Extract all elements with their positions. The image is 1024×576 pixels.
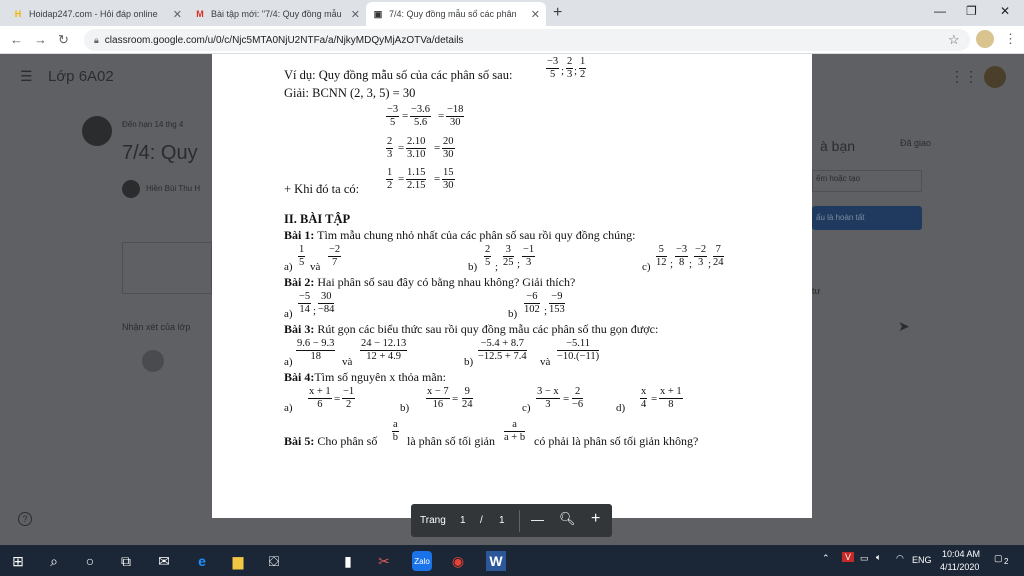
separator: ; [670,258,674,270]
taskbar [0,545,1024,576]
item-label: a) [284,402,293,414]
equals: = [651,393,658,405]
fraction: a b [392,419,398,443]
back-icon[interactable]: ← [10,32,23,47]
address-bar [0,26,1024,54]
reload-icon[interactable]: ↻ [58,32,69,47]
private-comment-label: tư [812,286,821,296]
fraction: −5.11 −10.(−11) [557,338,600,362]
fraction: −3 8 [676,244,688,268]
item-label: a) [284,356,293,368]
edge-icon[interactable]: e [198,553,206,569]
classroom-favicon-icon: ▣ [373,8,383,19]
new-tab-icon[interactable]: + [553,4,563,21]
magnifier-icon: 🔍︎ [559,511,576,526]
tab-title: Bài tập mới: "7/4: Quy đồng mẫu [211,9,342,19]
restore-icon[interactable]: ❐ [966,4,977,18]
language-indicator[interactable]: ENG [912,555,932,565]
chrome-icon[interactable]: ◉ [451,552,465,569]
exercise-4: Bài 4:Tìm số nguyên x thỏa mãn: [284,370,446,384]
exercise-1: Bài 1: Tìm mẫu chung nhỏ nhất của các phân số sau rồi quy đồng chúng: [284,228,636,242]
fraction: x + 1 6 [309,386,331,410]
apps-grid-icon[interactable]: ⋮⋮ [950,68,978,84]
avatar[interactable] [984,66,1006,88]
page-total: 1 [499,515,505,526]
equals: = [398,142,405,154]
fraction: 15 30 [443,167,454,191]
and-text: và [310,261,321,273]
page-toolbar [411,504,612,537]
minimize-icon[interactable]: — [934,4,946,18]
fraction: −5 14 [299,291,311,315]
file-explorer-icon[interactable]: ▆ [232,552,244,569]
fraction: −18 30 [447,104,464,128]
fraction: 1 2 [580,56,586,80]
url-input[interactable] [84,29,970,51]
windows-start-icon[interactable]: ⊞ [12,552,24,569]
equals: = [438,110,445,122]
fraction: −3 5 [387,104,399,128]
cortana-icon[interactable]: ○ [85,553,95,569]
attachment-card[interactable] [122,242,212,294]
and-text: và [540,356,551,368]
network-icon[interactable]: ◠ [896,553,904,563]
item-label: b) [464,356,474,368]
solution-line: Giải: BCNN (2, 3, 5) = 30 [284,86,416,100]
exercise-2: Bài 2: Hai phân số sau đây có bằng nhau không? Giải thích? [284,275,576,289]
fraction: 2 5 [485,244,491,268]
zoom-out-icon[interactable]: — [531,512,544,527]
tab-title: 7/4: Quy đồng mẫu số các phân [389,9,517,19]
fraction: 9 24 [462,386,473,410]
fraction: 2.10 3.10 [407,136,426,160]
item-label: b) [508,308,518,320]
close-icon[interactable]: ✕ [350,8,360,21]
word-icon[interactable]: W [486,551,506,571]
fraction: 3 − x 3 [537,386,559,410]
equals: = [434,173,441,185]
fraction: 7 24 [713,244,724,268]
document-page [212,54,812,518]
separator: ; [544,305,548,317]
tray-chevron-icon[interactable]: ⌃ [822,553,830,563]
assignment-icon [82,116,112,146]
example-line: Ví dụ: Quy đồng mẫu số của các phân số sau: [284,68,513,82]
lock-icon: 🔒︎ [94,34,99,45]
bookmark-star-icon[interactable]: ☆ [948,32,960,47]
fraction: 2 −6 [572,386,584,410]
due-date: Đến hạn 14 thg 4 [122,120,184,129]
item-label: b) [468,261,478,273]
send-icon[interactable]: ➤ [898,318,910,334]
clock-date[interactable]: 4/11/2020 [940,562,980,572]
status-badge: Đã giao [900,138,932,148]
item-label: a) [284,261,293,273]
gmail-favicon-icon: M [196,9,204,19]
separator: ; [574,65,578,77]
fraction: 1 5 [299,244,305,268]
separator: ; [313,305,317,317]
fraction: 3 25 [503,244,514,268]
task-view-icon[interactable]: ⧉ [121,552,131,569]
commenter-avatar [142,350,164,372]
fraction: −9 153 [549,291,565,315]
page-label: Trang [420,515,446,526]
item-label: d) [616,402,626,414]
fraction: −1 3 [523,244,535,268]
snipping-tool-icon[interactable]: ✂ [378,552,390,569]
equals: = [563,393,570,405]
add-or-create-label: ếm hoặc tạo [816,174,861,183]
page-number-input[interactable]: 1 [460,515,466,526]
hamburger-icon[interactable]: ☰ [20,68,33,84]
separator: ; [561,65,565,77]
and-text: và [342,356,353,368]
item-label: c) [642,261,651,273]
url-text: classroom.google.com/u/0/c/Njc5MTA0NjU2NTFa/a/NjkyMDQyMjAzOTVa/details [104,34,464,46]
fraction: −2 7 [329,244,341,268]
close-icon[interactable]: ✕ [172,8,182,21]
tab-title: Hoidap247.com - Hỏi đáp online [29,9,158,19]
help-icon[interactable]: ? [18,512,32,526]
antivirus-icon[interactable]: V [842,552,854,562]
exercise-5-end: có phải là phân số tối giản không? [534,434,699,448]
exercise-3: Bài 3: Rút gọn các biểu thức sau rồi quy đồng mẫu các phân số thu gọn được: [284,322,659,336]
fraction: −3 5 [547,56,559,80]
separator: ; [517,258,521,270]
forward-icon[interactable]: → [34,32,47,47]
class-name: Lớp 6A02 [48,68,114,85]
tab-hoidap247[interactable] [6,2,188,26]
separator: ; [708,258,712,270]
fraction: x − 7 16 [427,386,449,410]
fraction: x 4 [641,386,647,410]
author-avatar [122,180,140,198]
fraction: −3.6 5.6 [411,104,431,128]
then-we-have: + Khi đó ta có: [284,182,360,196]
mark-as-done-label: ấu là hoàn tất [816,213,865,222]
window-close-icon[interactable]: ✕ [1000,4,1011,18]
profile-avatar[interactable] [976,30,994,48]
fraction: 1 2 [387,167,393,191]
notification-icon[interactable]: ▢ [994,553,1003,563]
fraction: 24 − 12.13 12 + 4.9 [361,338,407,362]
fraction: −1 2 [343,386,355,410]
separator: ; [689,258,693,270]
fraction: −5.4 + 8.7 −12.5 + 7.4 [478,338,527,362]
fraction: 5 12 [656,244,667,268]
fraction: a a + b [504,419,526,443]
equals: = [334,393,341,405]
equals: = [434,142,441,154]
divider [519,510,520,532]
fraction: 20 30 [443,136,454,160]
page-separator: / [480,515,483,526]
zoom-in-icon[interactable]: + [591,510,601,527]
your-work-title: à bạn [820,138,856,154]
item-label: b) [400,402,410,414]
separator: ; [495,261,499,273]
battery-icon[interactable]: ▭ [860,553,869,563]
fraction: 2 3 [387,136,393,160]
volume-icon[interactable]: 🔈︎ [876,552,882,562]
author-name: Hiền Bùi Thu H [146,184,201,193]
assignment-title: 7/4: Quy [122,142,198,164]
store-icon[interactable]: ⛋ [268,552,280,569]
fraction: 1.15 2.15 [407,167,426,191]
item-label: a) [284,308,293,320]
clock-time[interactable]: 10:04 AM [942,549,981,559]
fraction: 2 3 [567,56,573,80]
hoidap-favicon-icon: H [14,9,22,19]
tab-classroom[interactable] [366,2,546,26]
zalo-icon[interactable]: Zalo [412,551,432,571]
tab-bar [0,0,1024,26]
class-comments-label: Nhận xét của lớp [122,322,191,332]
fraction: 9.6 − 9.3 18 [297,338,335,362]
mail-icon[interactable]: ✉ [158,552,170,569]
equals: = [452,393,459,405]
equals: = [402,110,409,122]
item-label: c) [522,402,531,414]
search-icon[interactable]: ⌕ [50,552,58,569]
notification-count: 2 [1004,557,1009,566]
close-icon[interactable]: ✕ [530,8,540,21]
fraction: −2 3 [695,244,707,268]
fraction: 30 −84 [318,291,335,315]
equals: = [398,173,405,185]
menu-icon[interactable]: ⋮ [1004,31,1017,46]
fraction: x + 1 8 [660,386,682,410]
section-heading: II. BÀI TẬP [284,212,351,226]
exercise-5: Bài 5: Cho phân số [284,434,378,448]
exercise-5-middle: là phân số tối giản [407,434,495,448]
fraction: −6 102 [524,291,540,315]
tab-gmail[interactable] [188,2,366,26]
app-icon[interactable]: ▮ [344,552,352,569]
